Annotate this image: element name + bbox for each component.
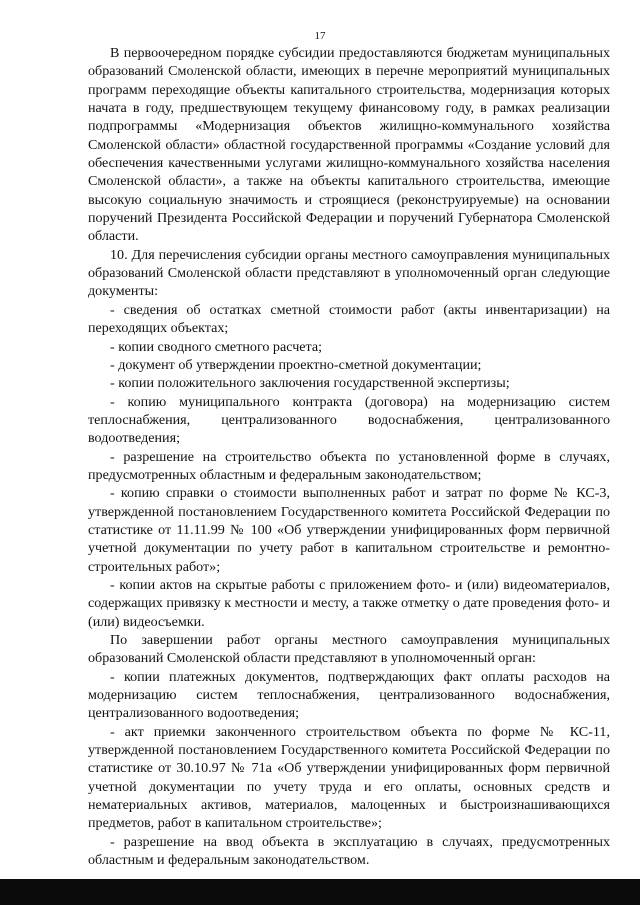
list-item-payment-documents: - копии платежных документов, подтверждающих факт оплаты расходов на модернизацию систем теплоснабжения, централизованного водоснабжения, централизованного водоотведения; — [88, 668, 610, 722]
list-item-hidden-works-acts: - копии актов на скрытые работы с приложением фото- и (или) видеоматериалов, содержащих привязку к местности и месту, а также отметку о дате проведения фото- и (или) видеосъемки. — [88, 576, 610, 630]
list-item-design-approval: - документ об утверждении проектно-сметной документации; — [110, 356, 482, 373]
page-number: 17 — [314, 30, 326, 42]
paragraph-completion: По завершении работ органы местного самоуправления муниципальных образований Смоленской области представляют в уполномоченный орган: — [88, 632, 610, 667]
paragraph-priority-subsidies: В первоочередном порядке субсидии предоставляются бюджетам муниципальных образований Смоленской области, имеющих в перечне мероприятий муниципальных программ переходящие объекты капитального строительства, модернизация которых начата в году, предшествующем текущему финансовому году, в рамках реализации подпрограммы «Модернизация объектов жилищно-коммунального хозяйства Смоленской области» областной государственной программы «Создание условий для обеспечения качественными услугами жилищно-коммунального хозяйства населения Смоленской области», а также на объекты капитального строительства, имеющие высокую социальную значимость и строящиеся (реконструируемые) на основании поручений Президента Российской Федерации и поручений Губернатора Смоленской области. — [88, 45, 610, 245]
list-item-estimate-copies: - копии сводного сметного расчета; — [110, 338, 323, 355]
list-item-expertise-conclusion: - копии положительного заключения государственной экспертизы; — [110, 375, 510, 392]
list-item-ks11-act: - акт приемки законченного строительством объекта по форме № КС-11, утвержденной постановлением Государственного комитета Российской Федерации по статистике от 30.10.97 № 71а «Об утверждении унифицированных форм первичной учетной документации по учету труда и его оплаты, основных средств и нематериальных активов, материалов, малоценных и быстроизнашивающихся предметов, работ в капитальном строительстве»; — [88, 723, 610, 832]
list-item-municipal-contract: - копию муниципального контракта (договора) на модернизацию систем теплоснабжения, централизованного водоснабжения, централизованного водоотведения; — [88, 393, 610, 447]
list-item-construction-permit: - разрешение на строительство объекта по установленной форме в случаях, предусмотренных областным и федеральным законодательством; — [88, 448, 610, 483]
document-body — [88, 44, 610, 869]
scan-edge-strip — [0, 879, 640, 905]
list-item-commissioning-permit: - разрешение на ввод объекта в эксплуатацию в случаях, предусмотренных областным и федеральным законодательством. — [88, 833, 610, 869]
paragraph-item-10: 10. Для перечисления субсидии органы местного самоуправления муниципальных образований Смоленской области представляют в уполномоченный орган следующие документы: — [88, 246, 610, 300]
list-item-inventory-acts: - сведения об остатках сметной стоимости работ (акты инвентаризации) на переходящих объектах; — [88, 301, 610, 337]
list-item-ks3-certificate: - копию справки о стоимости выполненных работ и затрат по форме № КС-3, утвержденной постановлением Государственного комитета Российской Федерации по статистике от 11.11.99 № 100 «Об утверждении унифицированных форм первичной учетной документации по учету работ в капитальном строительстве и ремонтно-строительных работ»; — [88, 485, 610, 575]
